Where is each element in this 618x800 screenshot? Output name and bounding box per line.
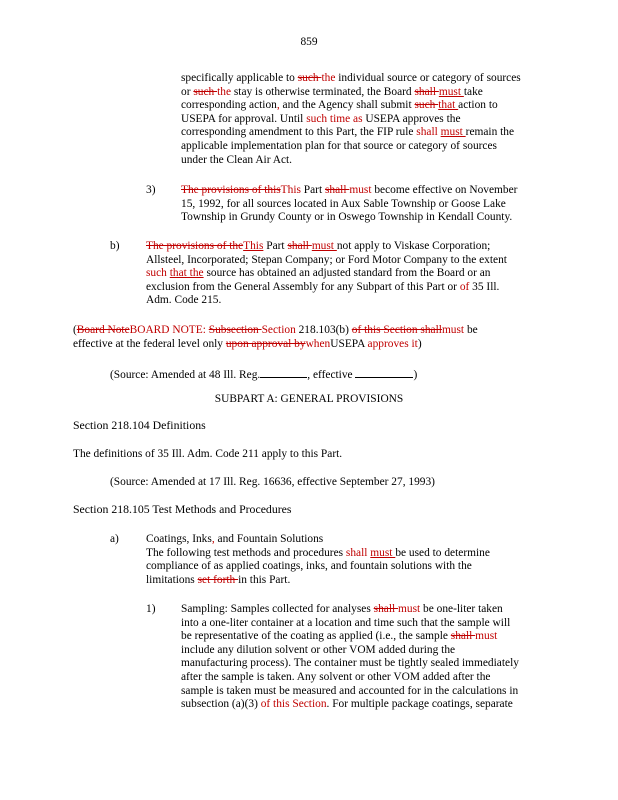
inserted-text: , (276, 99, 280, 112)
inserted-text: must (349, 184, 372, 196)
deleted-text: shall (414, 85, 439, 98)
text-line (146, 240, 507, 254)
text: action to (458, 99, 498, 112)
text-line (73, 338, 478, 352)
text: Sampling: Samples collected for analyses (181, 603, 374, 615)
deleted-text: Board Note (76, 324, 130, 336)
text: . For multiple package coatings, separate (326, 698, 513, 711)
deleted-text: Subsection (208, 324, 262, 336)
text: Part (263, 240, 288, 252)
text: limitations (146, 573, 198, 586)
inserted-text: the (321, 72, 336, 84)
deleted-text: of this Section shall (351, 324, 442, 336)
text-line (181, 126, 521, 140)
text-line (181, 113, 521, 127)
text: USEPA (330, 337, 368, 350)
text: not apply to Viskase Corporation; (336, 240, 491, 252)
text-line (73, 324, 478, 338)
text: take (463, 85, 483, 98)
text: ) (417, 337, 422, 350)
inserted-text: such (146, 267, 167, 280)
blank-line (260, 367, 307, 378)
text-line (181, 630, 519, 644)
inserted-text: when (305, 337, 331, 350)
text-line (181, 184, 517, 198)
page-number: 859 (300, 36, 318, 48)
text: , effective (307, 369, 356, 381)
text: (Source: Amended at 48 Ill. Reg. (110, 369, 261, 381)
text: subsection (a)(3) (181, 698, 261, 711)
inserted-text: must (370, 546, 396, 559)
text-line: after the sample is taken. Any solvent or other VOM added after the (181, 670, 491, 683)
deleted-text: such (414, 99, 439, 112)
text: 218.103(b) (295, 324, 352, 336)
text: in this Part. (238, 573, 291, 586)
text: or (181, 85, 194, 98)
text: be used to determine (395, 546, 490, 559)
deleted-text: The provisions of the (146, 240, 244, 252)
inserted-text: shall (416, 126, 441, 139)
text: exclusion from the General Assembly for any Subpart of this Part or (146, 280, 460, 293)
text: be representative of the coating as applied (i.e., the sample (181, 630, 451, 643)
text-line: Adm. Code 215. (146, 294, 222, 307)
blank-line (355, 367, 413, 378)
text-line (146, 281, 507, 295)
text: USEPA for approval. Until (181, 112, 307, 125)
text-line (146, 574, 490, 588)
subsection-a (146, 533, 490, 587)
inserted-text: This (280, 184, 301, 196)
text: be one-liter taken (420, 603, 503, 615)
text: ( (73, 324, 77, 336)
text: Part (300, 184, 325, 196)
text-line (181, 72, 521, 86)
inserted-text: must (441, 324, 465, 336)
inserted-text: Section (261, 324, 296, 336)
inserted-text: must (398, 603, 421, 615)
deleted-text: upon approval by (225, 337, 306, 350)
text-line: manufacturing process). The container must be tightly sealed immediately (181, 657, 519, 670)
deleted-text: such (193, 85, 218, 98)
board-note (73, 324, 478, 351)
section-heading-218-104: Section 218.104 Definitions (73, 418, 206, 432)
deleted-text: shall (287, 240, 312, 252)
subsection-a1-number: 1) (146, 603, 156, 615)
text-line: Township in Grundy County or in Oswego Township in Kendall County. (181, 211, 513, 224)
text: effective at the federal level only (73, 337, 226, 350)
text: ) (413, 369, 418, 381)
text-line: compliance of as applied coatings, inks, and fountain solutions with the (146, 560, 472, 573)
text: become effective on November (371, 184, 518, 196)
text: specifically applicable to (181, 72, 298, 84)
section-heading-218-105: Section 218.105 Test Methods and Procedures (73, 502, 292, 516)
text: corresponding action (181, 99, 277, 112)
paragraph-a3-number: 3) (146, 184, 156, 196)
paragraph-a2 (181, 72, 521, 167)
text: 35 Ill. (469, 280, 500, 293)
inserted-text: approves it (367, 337, 418, 350)
inserted-text: BOARD NOTE: (129, 324, 206, 336)
inserted-text: shall (345, 546, 371, 559)
text: source has obtained an adjusted standard from the Board or an (203, 267, 491, 280)
deleted-text: set forth (197, 573, 239, 586)
text-line: applicable implementation plan for that source or category of sources (181, 139, 497, 152)
inserted-text: This (243, 240, 264, 252)
subsection-title (146, 533, 490, 547)
text-line (181, 86, 521, 100)
text-line (146, 547, 490, 561)
text-line: under the Clean Air Act. (181, 153, 293, 166)
text: be (464, 324, 478, 336)
deleted-text: shall (324, 184, 350, 196)
text-line: 15, 1992, for all sources located in Aux Sable Township or Goose Lake (181, 197, 506, 210)
text: stay is otherwise terminated, the Board (231, 85, 415, 98)
text-line: into a one-liter container at a location and time such that the sample will (181, 616, 511, 629)
text: The following test methods and procedures (146, 546, 346, 559)
inserted-text: such time as (306, 112, 363, 125)
text-line: Allsteel, Incorporated; Stepan Company; or Ford Motor Company to the extent (146, 253, 507, 266)
text: remain the (465, 126, 515, 139)
text-line (181, 603, 519, 617)
paragraph-b (146, 240, 507, 308)
inserted-text: must (475, 630, 498, 643)
inserted-text: , (211, 533, 215, 545)
paragraph-a3 (181, 184, 517, 225)
text: individual source or category of sources (335, 72, 521, 84)
text-line (181, 698, 519, 712)
subsection-a-number: a) (110, 533, 119, 545)
subpart-title: SUBPART A: GENERAL PROVISIONS (214, 393, 404, 405)
deleted-text: such (297, 72, 322, 84)
source-note-1 (110, 367, 417, 383)
inserted-text: of this Section (260, 698, 327, 711)
subsection-a1 (181, 603, 519, 712)
source-note-2: (Source: Amended at 17 Ill. Reg. 16636, effective September 27, 1993) (110, 476, 435, 488)
text: corresponding amendment to this Part, the FIP rule (181, 126, 417, 139)
deleted-text: shall (373, 603, 399, 615)
text: USEPA approves the (362, 112, 461, 125)
paragraph-b-number: b) (110, 240, 120, 252)
inserted-text: must (440, 126, 466, 139)
deleted-text: shall (450, 630, 476, 643)
inserted-text: of (459, 280, 470, 293)
inserted-text: must (311, 240, 337, 252)
text: and the Agency shall submit (279, 99, 415, 112)
section-text: The definitions of 35 Ill. Adm. Code 211 apply to this Part. (73, 448, 343, 460)
inserted-text: the (217, 85, 231, 98)
text-line: sample is taken must be measured and accounted for in the calculations in (181, 684, 519, 697)
inserted-text: that (438, 99, 459, 112)
deleted-text: The provisions of this (181, 184, 281, 196)
inserted-text: must (438, 85, 464, 98)
text: Coatings, Inks (146, 533, 212, 545)
text-line (181, 99, 521, 113)
text-line: include any dilution solvent or other VOM added during the (181, 643, 456, 656)
inserted-text: that the (169, 267, 204, 280)
text: and Fountain Solutions (214, 533, 324, 545)
text-line (146, 267, 507, 281)
